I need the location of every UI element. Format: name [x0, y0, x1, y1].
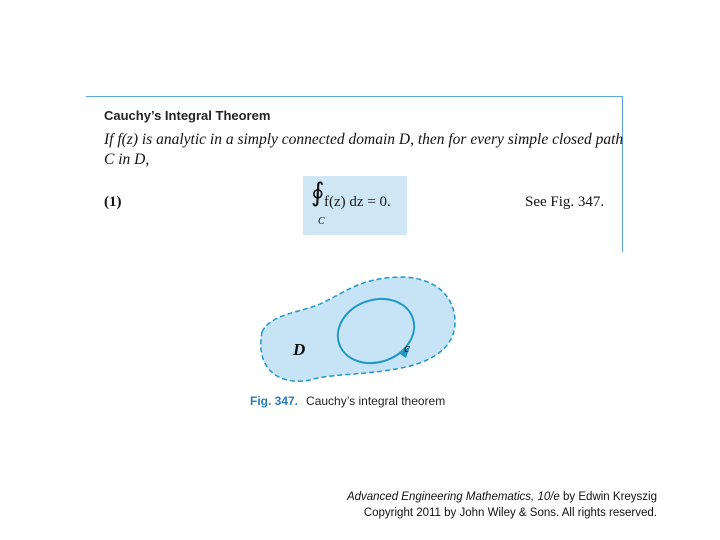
- curve-label: c: [404, 340, 410, 355]
- caption-number: Fig. 347.: [250, 394, 299, 408]
- contour-integral-sign: ∮: [311, 178, 325, 207]
- theorem-title: Cauchy’s Integral Theorem: [104, 108, 271, 123]
- contour-subscript: C: [318, 216, 325, 227]
- equation-number: [104, 194, 122, 211]
- see-figure-reference: See Fig. 347.: [525, 194, 605, 210]
- formula-body: f(z) dz = 0.: [324, 194, 391, 210]
- caption-text: Cauchy’s integral theorem: [306, 394, 446, 408]
- copyright-notice: Copyright 2011 by John Wiley & Sons. All rights reserved.: [363, 507, 657, 519]
- book-title: Advanced Engineering Mathematics, 10/e: [346, 491, 560, 503]
- equation-number-text: (1): [104, 194, 122, 210]
- domain-figure: [250, 270, 460, 388]
- domain-label: D: [293, 340, 306, 359]
- book-author: by Edwin Kreyszig: [559, 491, 657, 503]
- theorem-statement: If f(z) is analytic in a simply connected domain D, then for every simple closed path C in D,: [104, 131, 624, 168]
- footer-line-1: [237, 489, 657, 505]
- figure-caption: [250, 394, 445, 408]
- copyright-footer: [237, 489, 657, 521]
